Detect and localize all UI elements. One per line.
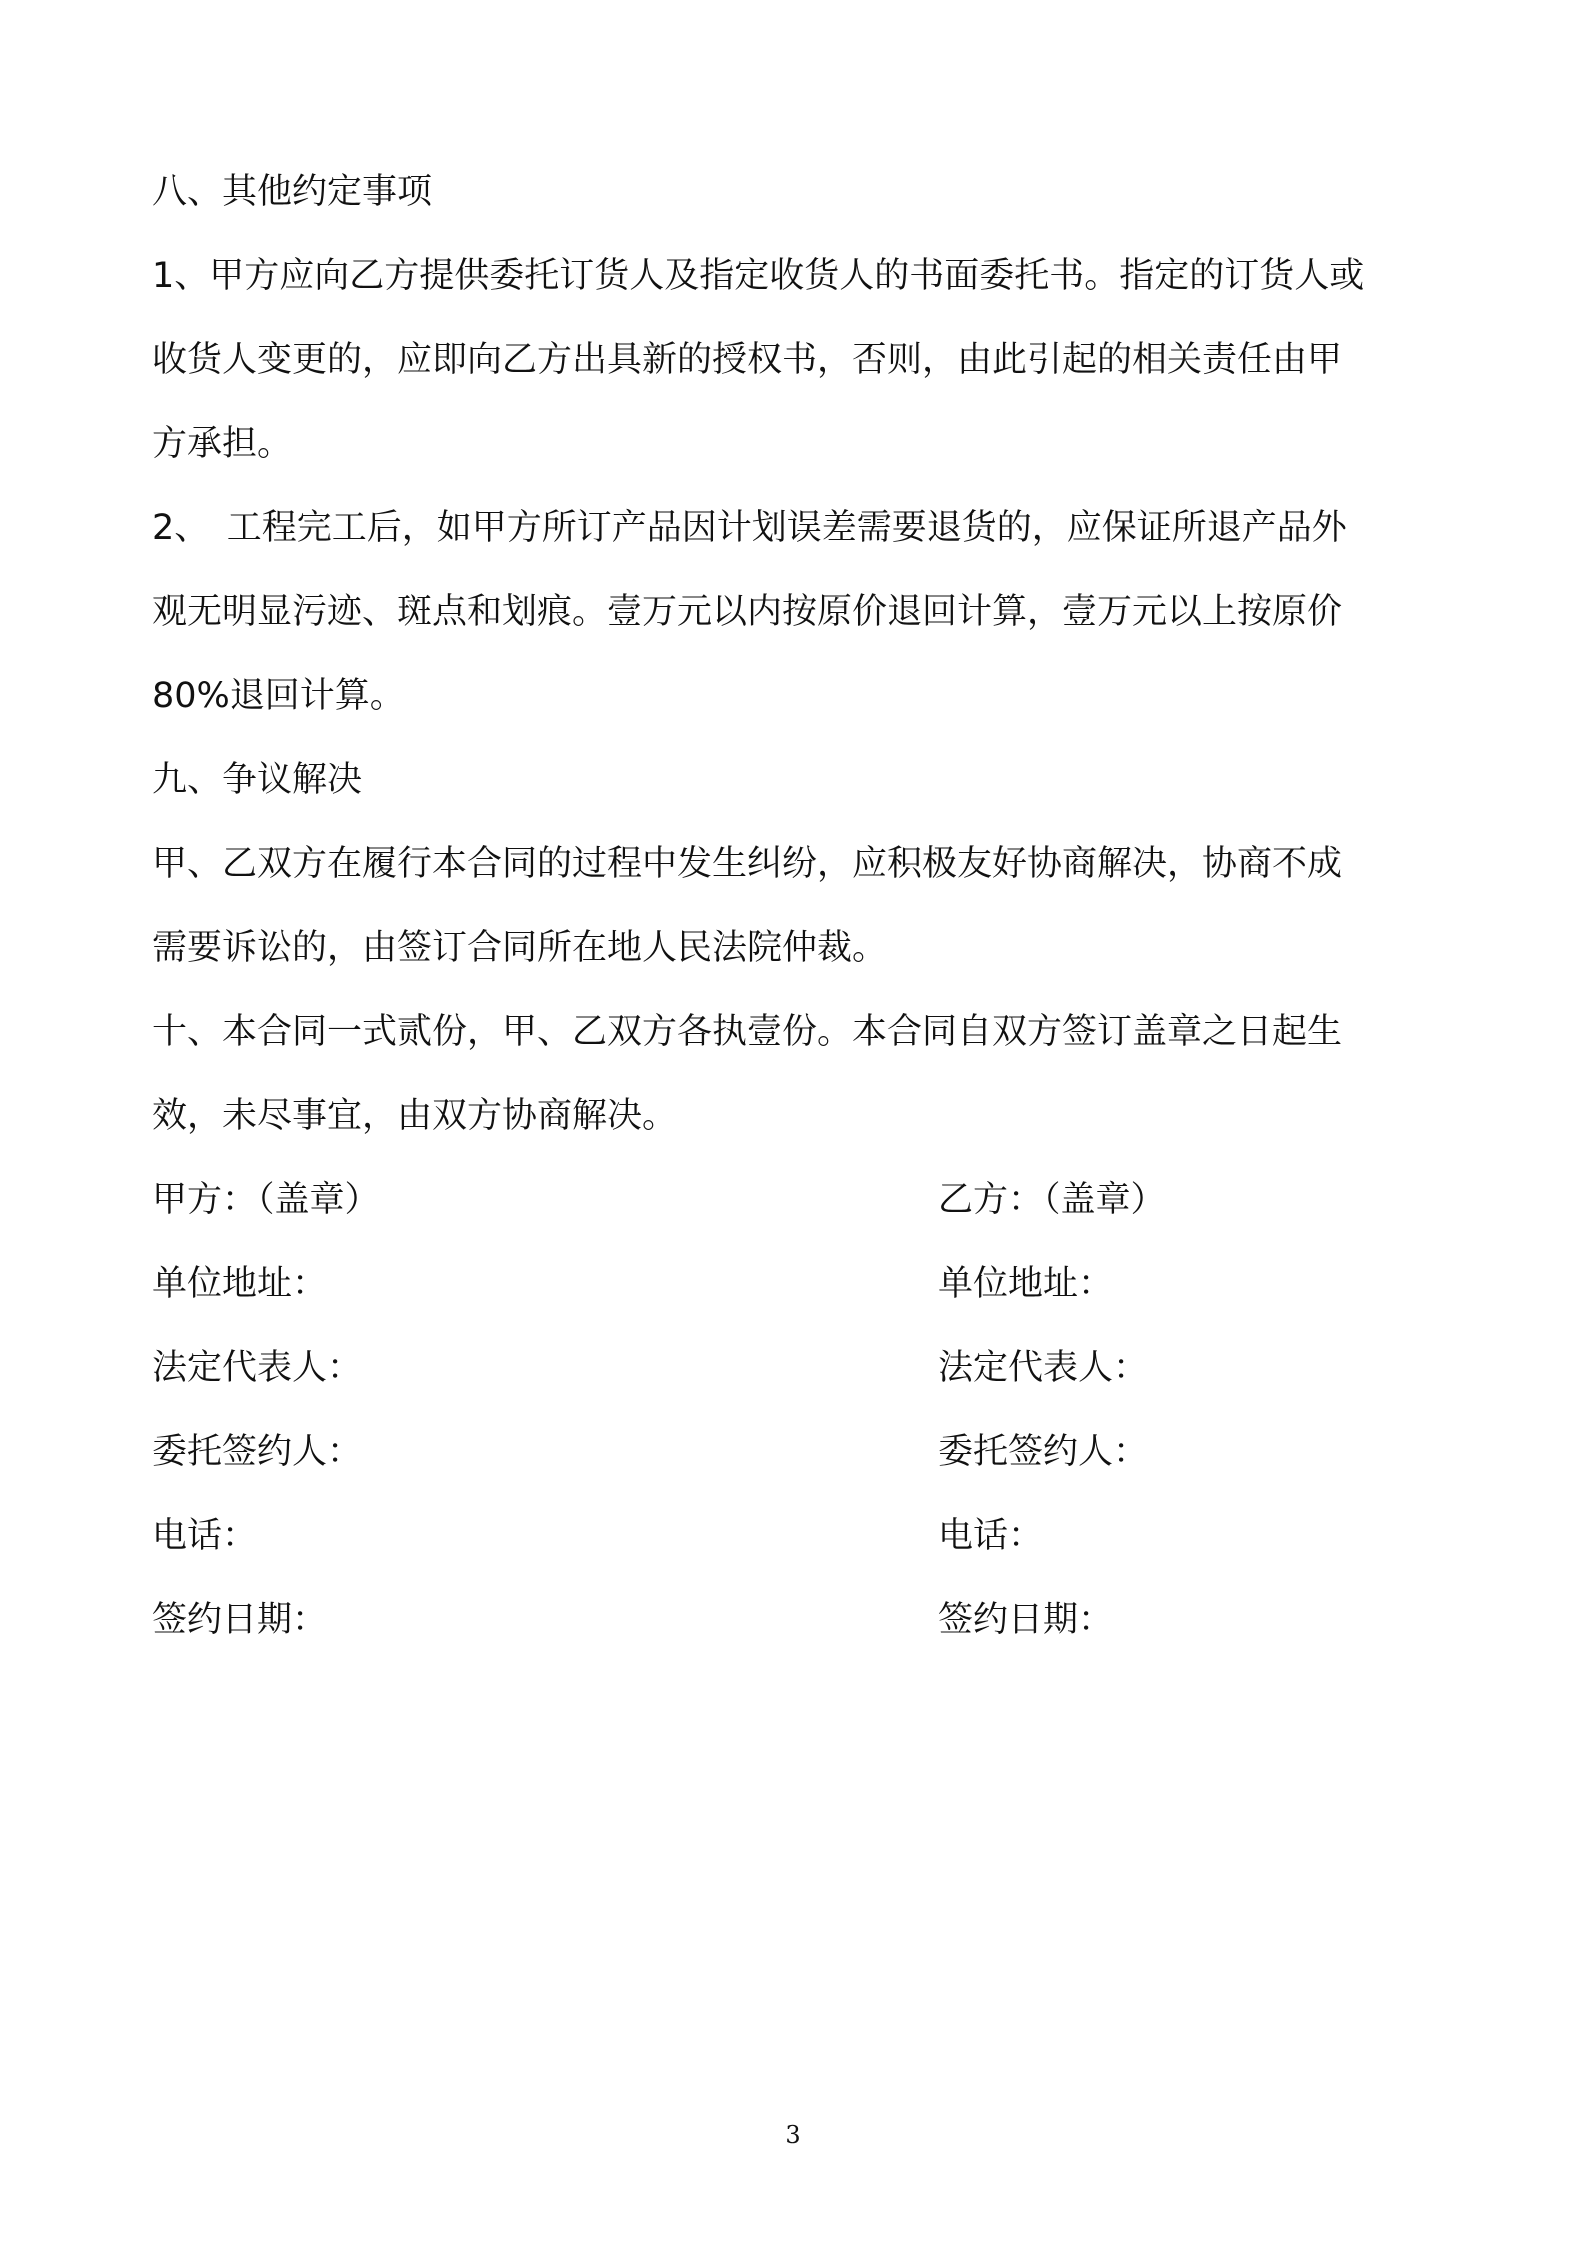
party-b-legal-rep-label: 法定代表人：: [938, 1348, 1149, 1388]
paragraph-line: 80%退回计算。: [152, 676, 405, 716]
section-heading-other-terms: 八、其他约定事项: [152, 172, 433, 212]
party-a-seal-label: 甲方：（盖章）: [152, 1180, 380, 1220]
signature-row-phone: [152, 1494, 1452, 1578]
page-number: 3: [785, 2121, 801, 2149]
party-b-address-label: 单位地址：: [938, 1264, 1114, 1304]
party-a-phone-label: 电话：: [152, 1516, 258, 1556]
signature-row-legal-rep: [152, 1326, 1452, 1410]
paragraph-line: 甲、乙双方在履行本合同的过程中发生纠纷，应积极友好协商解决，协商不成: [152, 844, 1343, 884]
paragraph-line: 2、 工程完工后，如甲方所订产品因计划误差需要退货的，应保证所退产品外: [152, 508, 1347, 548]
signature-row-date: [152, 1578, 1452, 1662]
party-a-date-label: 签约日期：: [152, 1600, 328, 1640]
party-b-seal-label: 乙方：（盖章）: [938, 1180, 1166, 1220]
paragraph-line: 观无明显污迹、斑点和划痕。壹万元以内按原价退回计算，壹万元以上按原价: [152, 592, 1343, 632]
section-heading-copies: 十、本合同一式贰份，甲、乙双方各执壹份。本合同自双方签订盖章之日起生: [152, 1012, 1343, 1052]
party-a-address-label: 单位地址：: [152, 1264, 328, 1304]
paragraph-line: 需要诉讼的，由签订合同所在地人民法院仲裁。: [152, 928, 888, 968]
paragraph-line: 1、甲方应向乙方提供委托订货人及指定收货人的书面委托书。指定的订货人或: [152, 256, 1365, 296]
party-b-date-label: 签约日期：: [938, 1600, 1114, 1640]
paragraph-line: 方承担。: [152, 424, 293, 464]
party-b-phone-label: 电话：: [938, 1516, 1044, 1556]
paragraph-line: 收货人变更的，应即向乙方出具新的授权书，否则，由此引起的相关责任由甲: [152, 340, 1343, 380]
signature-row-seal: [152, 1158, 1452, 1242]
party-b-agent-label: 委托签约人：: [938, 1432, 1149, 1472]
paragraph-line: 效，未尽事宜，由双方协商解决。: [152, 1096, 678, 1136]
party-a-agent-label: 委托签约人：: [152, 1432, 363, 1472]
section-heading-dispute-resolution: 九、争议解决: [152, 760, 363, 800]
document-body: [152, 150, 1452, 1662]
signature-row-address: [152, 1242, 1452, 1326]
signature-row-agent: [152, 1410, 1452, 1494]
party-a-legal-rep-label: 法定代表人：: [152, 1348, 363, 1388]
